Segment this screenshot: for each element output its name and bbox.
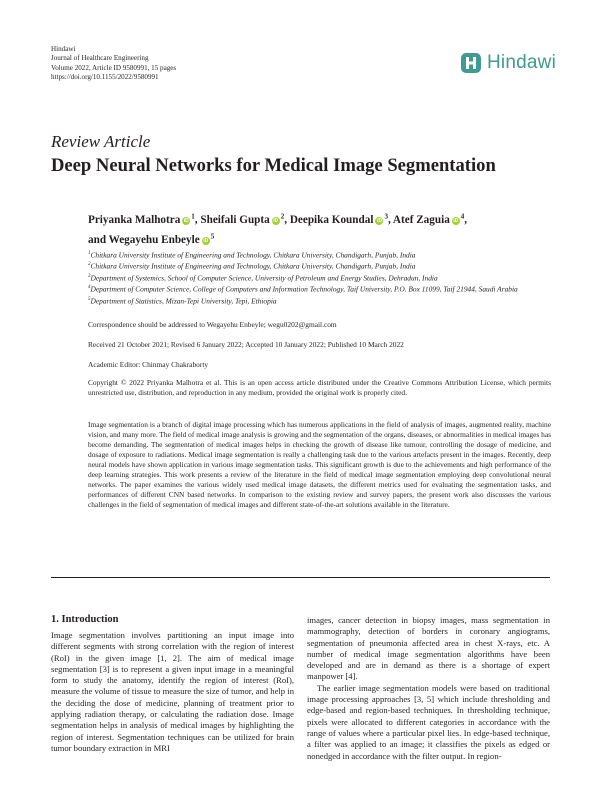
academic-editor: Academic Editor: Chinmay Chakraborty (88, 360, 209, 369)
publication-dates: Received 21 October 2021; Revised 6 January 2022; Accepted 10 January 2022; Published 10 March 2022 (88, 340, 404, 349)
author: and Wegayehu Enbeyle $iD^5$ (88, 232, 215, 247)
section-divider (51, 577, 550, 578)
author: Atef Zaguia $iD^4$ (392, 212, 465, 226)
orcid-icon[interactable]: iD (453, 217, 459, 224)
paragraph: The earlier image segmentation models were based on traditional image processing approaches [3, 5] which include thresholding and edge-based and region-based techniques. In thresholding technique, pixels were allocated to different categories in accordance with the range of values where a particular pixel lies. In edge-based technique, a filter was applied to an image; it classifies the pixels as edged or nonedged in accordance with the filter output. In region- (307, 682, 550, 761)
affiliation: $^3$Department of Systemics, School of Computer Science, University of Petroleum and Energy Studies, Dehradun, India (88, 273, 438, 283)
hindawi-logo (460, 52, 556, 74)
abstract: Image segmentation is a branch of digital image processing which has numerous applications in the field of analysis of images, augmented reality, machine vision, and many more. The field of medical image analysis is growing and the segmentation of the organs, diseases, or abnormalities in medical images has become demanding. The segmentation of medical images helps in checking the growth of disease like tumour, controlling the dosage of medicine, and dosage of exposure to radiations. Medical image segmentation is really a challenging task due to the various artefacts present in the images. Recently, deep neural models have shown application in various image segmentation tasks. This significant growth is due to the achievements and high performance of the deep learning strategies. This work presents a review of the literature in the field of medical image segmentation employing deep convolutional neural networks. The paper examines the various widely used medical image datasets, the different metrics used for evaluating the segmentation tasks, and performances of different CNN based networks. In comparison to the existing review and survey papers, the present work also discusses the various challenges in the field of segmentation of medical images and different state-of-the-art solutions available in the literature. (88, 420, 551, 509)
paper-title: Deep Neural Networks for Medical Image Segmentation (51, 155, 496, 176)
correspondence: Correspondence should be addressed to Wegayehu Enbeyle; wegu0202@gmail.com (88, 320, 337, 329)
affiliation: $^2$Chitkara University Institute of Engineering and Technology, Chitkara University, Chandigarh, Punjab, India (88, 261, 416, 271)
hindawi-logo-icon (460, 52, 482, 74)
paragraph: Image segmentation involves partitioning an input image into different segments with strong correlation with the region of interest (RoI) in the given image [1, 2]. The aim of medical image segmentation [3] is to represent a given input image in a meaningful form to study the anatomy, identify the region of interest (RoI), measure the volume of tissue to measure the size of tumor, and help in the deciding the dose of medicine, planning of treatment prior to applying radiation therapy, or calculating the radiation dose. Image segmentation helps in analysis of medical images by highlighting the region of interest. Segmentation techniques can be utilized for brain tumor boundary extraction in MRI (51, 630, 294, 753)
section-heading: 1. Introduction (51, 614, 119, 625)
body-column-left (51, 630, 294, 754)
volume-line: Volume 2022, Article ID 9580991, 15 pages (51, 63, 177, 72)
doi-link[interactable]: https://doi.org/10.1155/2022/9580991 (51, 73, 159, 82)
affiliation-list (88, 249, 548, 306)
orcid-icon[interactable]: iD (183, 217, 189, 224)
publisher-name: Hindawi (51, 45, 76, 53)
orcid-icon[interactable]: iD (273, 217, 279, 224)
logo-wordmark: Hindawi (487, 52, 556, 73)
journal-masthead (51, 45, 176, 83)
article-type: Review Article (51, 132, 151, 151)
journal-name: Journal of Healthcare Engineering (51, 54, 149, 63)
author-list: Priyanka Malhotra $iD^1$, Sheifali Gupta $iD^2$, Deepika Koundal $iD^3$, Atef Zaguia $iD^4$, and Wegayehu Enbeyle $iD^5$ (88, 212, 468, 247)
affiliation: $^5$Department of Statistics, Mizan-Tepi University, Tepi, Ethiopia (88, 296, 277, 306)
orcid-icon[interactable]: iD (376, 217, 382, 224)
affiliation: $^1$Chitkara University Institute of Engineering and Technology, Chitkara University, Chandigarh, Punjab, India (88, 250, 416, 260)
orcid-icon[interactable]: iD (203, 238, 209, 245)
body-column-right (307, 615, 550, 762)
author: Deepika Koundal $iD^3$ (289, 212, 388, 226)
copyright-notice: Copyright © 2022 Priyanka Malhotra et al. This is an open access article distributed under the Creative Commons Attribution License, which permits unrestricted use, distribution, and reproduction in any medium, provided the original work is properly cited. (88, 378, 551, 397)
author: Sheifali Gupta $iD^2$ (200, 212, 285, 226)
author: Priyanka Malhotra $iD^1$ (88, 212, 195, 226)
affiliation: $^4$Department of Computer Science, College of Computers and Information Technology, Taif University, P.O. Box 11099, Taif 21944, Saudi Arabia (88, 284, 518, 294)
paragraph: images, cancer detection in biopsy images, mass segmentation in mammography, detection of borders in coronary angiograms, segmentation of pneumonia affected area in chest X-rays, etc. A number of medical image segmentation algorithms have been developed and are in demand as there is a shortage of expert manpower [4]. (307, 615, 550, 682)
